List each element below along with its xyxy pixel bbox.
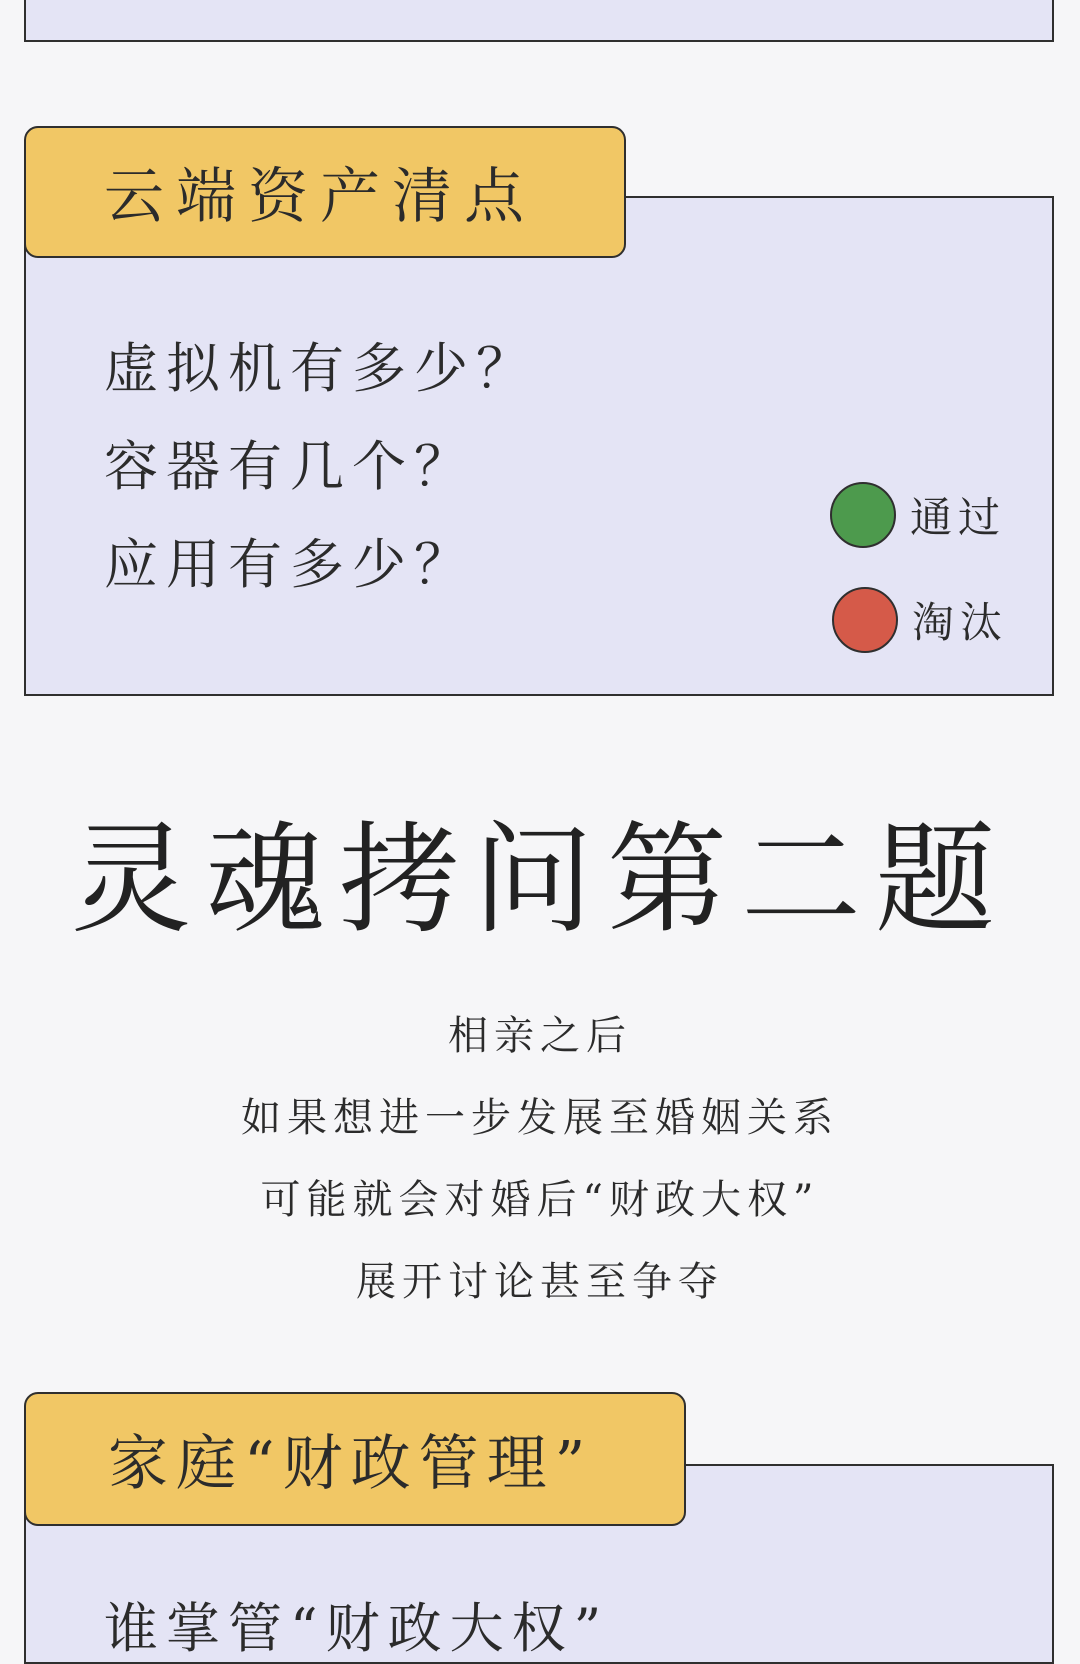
legend-reject bbox=[832, 587, 1008, 653]
question-who-controls-finance: 谁掌管“财政大权” bbox=[104, 1597, 610, 1660]
legend-pass bbox=[830, 482, 1006, 548]
paragraph-line-1: 相亲之后 bbox=[448, 1013, 632, 1059]
page-title: 灵魂拷问第二题 bbox=[71, 811, 1009, 950]
paragraph-line-2: 如果想进一步发展至婚姻关系 bbox=[241, 1095, 839, 1141]
previous-card-bottom bbox=[24, 0, 1054, 42]
finance-management-title: 家庭“财政管理” bbox=[108, 1429, 594, 1499]
red-circle-icon bbox=[832, 587, 898, 653]
green-circle-icon bbox=[830, 482, 896, 548]
question-vm-count: 虚拟机有多少？ bbox=[104, 337, 538, 400]
finance-management-tab bbox=[24, 1392, 686, 1526]
paragraph-line-4: 展开讨论甚至争夺 bbox=[356, 1259, 724, 1305]
asset-inventory-title: 云端资产清点 bbox=[104, 162, 536, 232]
question-container-count: 容器有几个？ bbox=[104, 435, 476, 498]
question-app-count: 应用有多少？ bbox=[104, 533, 476, 596]
legend-pass-label: 通过 bbox=[910, 493, 1007, 542]
asset-inventory-tab bbox=[24, 126, 626, 258]
legend-reject-label: 淘汰 bbox=[912, 598, 1009, 647]
paragraph-line-3: 可能就会对婚后“财政大权” bbox=[260, 1177, 820, 1223]
